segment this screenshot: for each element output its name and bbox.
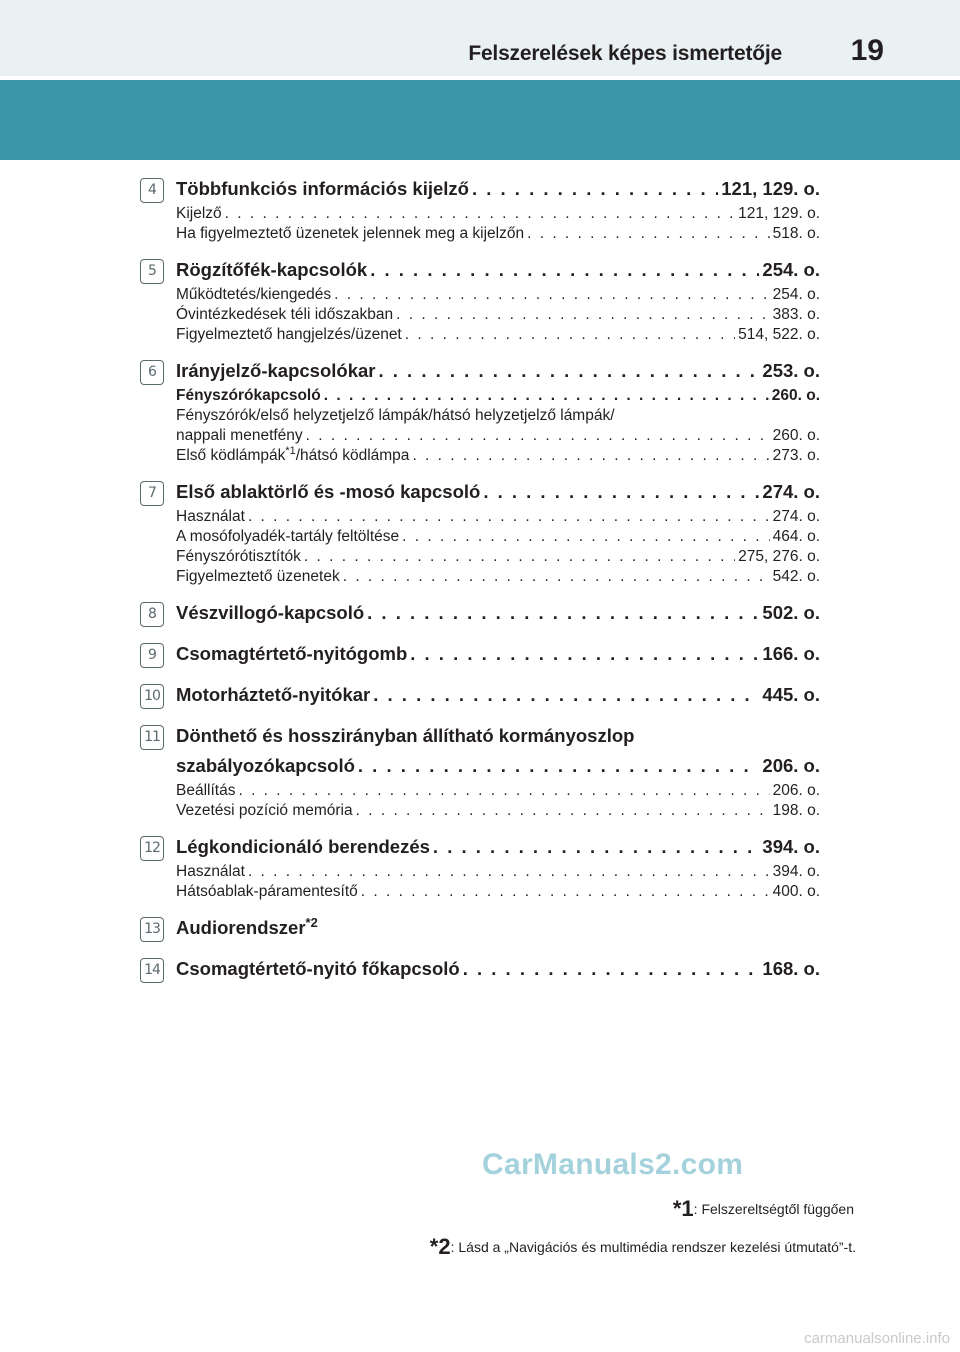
subentry-page: 275, 276. o.	[738, 548, 820, 565]
subentry-label: A mosófolyadék-tartály feltöltése	[176, 528, 400, 545]
subentry-page: 206. o.	[772, 782, 820, 799]
subentry-page: 260. o.	[772, 427, 820, 444]
subentry-page: 400. o.	[772, 883, 820, 900]
subentry-page: 464. o.	[772, 528, 820, 545]
subentry-page: 273. o.	[772, 447, 820, 464]
subentry-page: 518. o.	[772, 225, 820, 242]
entry-number-badge: 6	[140, 360, 164, 385]
subentry-label: Vezetési pozíció memória	[176, 802, 353, 819]
heading-page: 168. o.	[762, 958, 820, 979]
leader-dots	[402, 527, 769, 547]
toc-entry-11	[140, 721, 820, 821]
subentry-label: Beállítás	[176, 782, 236, 799]
heading-page: 166. o.	[762, 643, 820, 664]
leader-dots	[304, 547, 735, 567]
subentry-page: 394. o.	[772, 863, 820, 880]
footnote-mark: *2	[429, 1234, 451, 1259]
footnote-ref: *1	[285, 444, 296, 457]
toc-subentry[interactable]	[176, 285, 820, 305]
toc-subentry[interactable]	[176, 567, 820, 587]
toc-heading[interactable]	[176, 913, 820, 943]
entry-number-badge: 13	[140, 917, 164, 942]
leader-dots	[396, 305, 769, 325]
toc-subentry[interactable]	[176, 305, 820, 325]
leader-dots	[356, 801, 770, 821]
toc-subheading[interactable]	[176, 386, 820, 406]
toc-subentry[interactable]	[176, 527, 820, 547]
subentry-label	[176, 446, 409, 466]
subentry-label: Használat	[176, 508, 245, 525]
leader-dots	[373, 680, 759, 710]
leader-dots	[225, 204, 735, 224]
subheading-page: 260. o.	[771, 387, 820, 404]
entry-number-badge: 8	[140, 602, 164, 627]
subentry-label: Kijelző	[176, 205, 222, 222]
subentry-label: Figyelmeztető üzenetek	[176, 568, 340, 585]
entry-number-badge: 10	[140, 684, 164, 709]
toc-subentry[interactable]	[176, 547, 820, 567]
heading-label: Rögzítőfék-kapcsolók	[176, 259, 368, 280]
leader-dots	[358, 751, 760, 781]
heading-label: Irányjelző-kapcsolókar	[176, 360, 376, 381]
footnote-text: : Lásd a „Navigációs és multimédia rendszer kezelési útmutató”-t.	[450, 1239, 856, 1255]
leader-dots	[343, 567, 770, 587]
subentry-label: nappali menetfény	[176, 427, 303, 444]
footnote-text: : Felszereltségtől függően	[693, 1201, 854, 1217]
heading-page: 394. o.	[762, 836, 820, 857]
site-watermark: carmanualsonline.info	[804, 1330, 950, 1347]
leader-dots	[248, 507, 770, 527]
heading-page: 502. o.	[762, 602, 820, 623]
entry-number-badge: 14	[140, 958, 164, 983]
toc-subentry[interactable]	[176, 224, 820, 244]
heading-label: Csomagtértető-nyitógomb	[176, 643, 408, 664]
leader-dots	[248, 862, 770, 882]
leader-dots	[412, 446, 769, 466]
subentry-label: Ha figyelmeztető üzenetek jelennek meg a kijelzőn	[176, 225, 525, 242]
subentry-page: 274. o.	[772, 508, 820, 525]
leader-dots	[334, 285, 769, 305]
toc-entry-13	[140, 913, 820, 943]
subentry-label: Figyelmeztető hangjelzés/üzenet	[176, 326, 402, 343]
subentry-label: Fényszórótisztítók	[176, 548, 301, 565]
leader-dots	[463, 954, 760, 984]
leader-dots	[306, 426, 770, 446]
toc-subentry[interactable]	[176, 426, 820, 446]
heading-page: 206. o.	[762, 755, 820, 776]
heading-first-line: Dönthető és hosszirányban állítható kormányoszlop	[176, 725, 635, 746]
toc-heading[interactable]	[176, 174, 820, 204]
leader-dots	[433, 832, 759, 862]
toc-subentry[interactable]	[176, 507, 820, 527]
subentry-page: 383. o.	[772, 306, 820, 323]
leader-dots	[361, 882, 770, 902]
toc-heading[interactable]	[176, 751, 820, 781]
heading-page: 274. o.	[762, 481, 820, 502]
toc-entry-9	[140, 639, 820, 669]
footnote-mark: *1	[672, 1196, 694, 1221]
footnote-2	[430, 1234, 856, 1260]
fog-label-part: /hátsó ködlámpa	[295, 447, 410, 464]
toc-entry-4	[140, 174, 820, 244]
subentry-label: Óvintézkedések téli időszakban	[176, 306, 394, 323]
toc-subentry[interactable]	[176, 325, 820, 345]
toc-entry-6	[140, 356, 820, 466]
entry-number-badge: 9	[140, 643, 164, 668]
subentry-label: Használat	[176, 863, 245, 880]
leader-dots	[527, 224, 770, 244]
toc-heading[interactable]	[176, 356, 820, 386]
section-title: Felszerelések képes ismertetője	[468, 42, 782, 65]
toc-entry-10	[140, 680, 820, 710]
heading-page: 121, 129. o.	[721, 178, 820, 199]
subentry-page: 254. o.	[772, 286, 820, 303]
header-band	[0, 0, 960, 160]
entry-number-badge: 12	[140, 836, 164, 861]
toc-subentry[interactable]	[176, 446, 820, 466]
leader-dots	[370, 255, 759, 285]
heading-page: 253. o.	[762, 360, 820, 381]
leader-dots	[378, 356, 759, 386]
heading-label: Többfunkciós információs kijelző	[176, 178, 469, 199]
toc-entry-7	[140, 477, 820, 587]
heading-page: 254. o.	[762, 259, 820, 280]
subentry-page: 514, 522. o.	[738, 326, 820, 343]
subentry-page: 121, 129. o.	[738, 205, 820, 222]
entry-number-badge: 7	[140, 481, 164, 506]
heading-label: szabályozókapcsoló	[176, 755, 355, 776]
footnote-ref: *2	[305, 914, 318, 930]
page-number: 19	[850, 34, 884, 67]
subentry-page: 198. o.	[772, 802, 820, 819]
leader-dots	[472, 174, 718, 204]
toc-entry-5	[140, 255, 820, 345]
leader-dots	[324, 386, 769, 406]
toc-heading[interactable]	[176, 255, 820, 285]
table-of-contents	[140, 174, 820, 995]
entry-number-badge: 5	[140, 259, 164, 284]
toc-entry-12	[140, 832, 820, 902]
heading-label: Légkondicionáló berendezés	[176, 836, 430, 857]
toc-subentry[interactable]	[176, 882, 820, 902]
subentry-page: 542. o.	[772, 568, 820, 585]
watermark-text: CarManuals2.com	[482, 1148, 744, 1181]
leader-dots	[483, 477, 759, 507]
toc-subentry[interactable]	[176, 801, 820, 821]
leader-dots	[238, 781, 769, 801]
subheading-label: Fényszórókapcsoló	[176, 387, 321, 404]
toc-heading[interactable]	[176, 598, 820, 628]
subentry-label: Hátsóablak-páramentesítő	[176, 883, 358, 900]
toc-heading[interactable]	[176, 680, 820, 710]
toc-entry-14	[140, 954, 820, 984]
fog-label-part: Első ködlámpák	[176, 447, 286, 464]
leader-dots	[367, 598, 759, 628]
heading-label: Audiorendszer	[176, 917, 306, 938]
heading-label: Vészvillogó-kapcsoló	[176, 602, 365, 623]
footnote-1	[673, 1196, 854, 1222]
toc-subentry[interactable]	[176, 204, 820, 224]
subentry-label: Működtetés/kiengedés	[176, 286, 332, 303]
heading-label: Első ablaktörlő és -mosó kapcsoló	[176, 481, 481, 502]
entry-number-badge: 4	[140, 178, 164, 203]
heading-label: Motorháztető-nyitókar	[176, 684, 371, 705]
toc-heading[interactable]	[176, 639, 820, 669]
toc-heading[interactable]	[176, 832, 820, 862]
toc-heading[interactable]	[176, 477, 820, 507]
toc-subentry[interactable]	[176, 781, 820, 801]
toc-heading[interactable]	[176, 954, 820, 984]
entry-number-badge: 11	[140, 725, 164, 750]
leader-dots	[410, 639, 759, 669]
heading-page: 445. o.	[762, 684, 820, 705]
header-rule	[0, 76, 960, 80]
toc-subentry[interactable]	[176, 862, 820, 882]
toc-entry-8	[140, 598, 820, 628]
heading-label: Csomagtértető-nyitó főkapcsoló	[176, 958, 460, 979]
subentry-wrapped-line: Fényszórók/első helyzetjelző lámpák/hátsó helyzetjelző lámpák/	[176, 407, 615, 424]
leader-dots	[405, 325, 735, 345]
